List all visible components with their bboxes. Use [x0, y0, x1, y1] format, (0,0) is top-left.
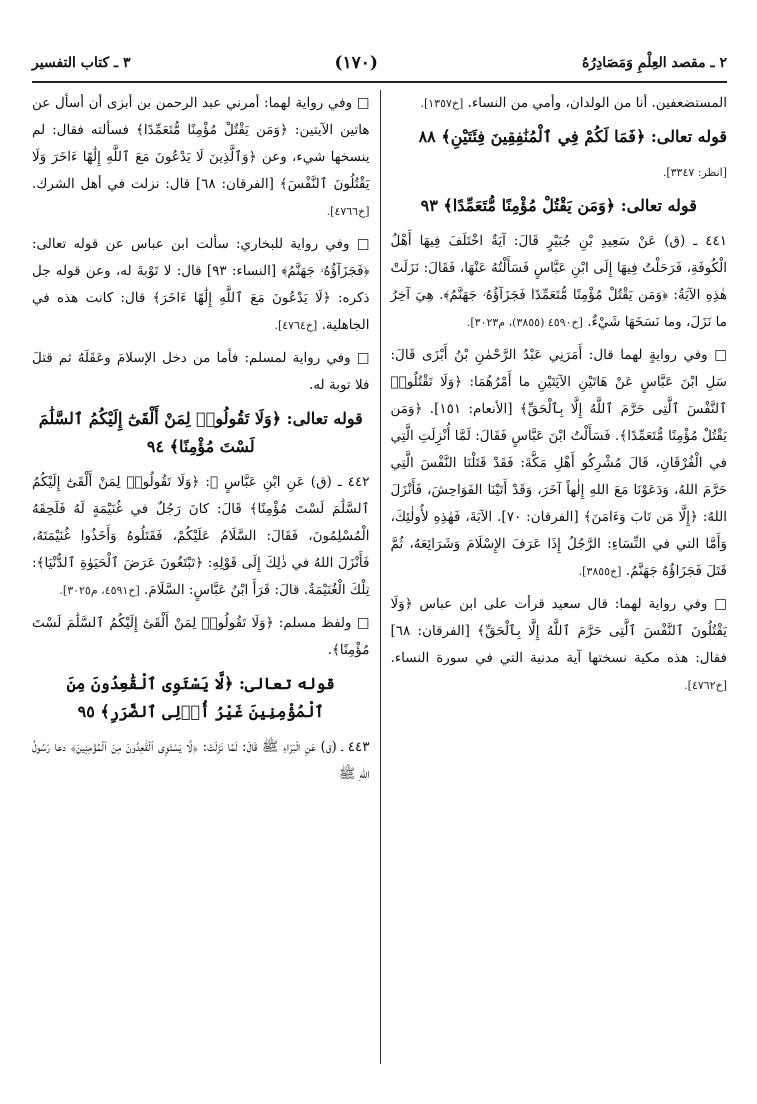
source-reference: [خ٤٥٩١، م٣٠٢٥].: [59, 584, 140, 597]
hadith-paragraph: [391, 342, 728, 585]
source-reference: [خ٤٧٦٦].: [326, 205, 370, 218]
chapter-title: ٢ ـ مقصد العِلْمِ وَمَصَادِرُهُ: [581, 55, 727, 71]
source-reference: [خ٤٧٦٤].: [274, 319, 318, 332]
left-column: [32, 90, 380, 1064]
hadith-paragraph: [391, 159, 728, 186]
hadith-paragraph: [391, 228, 728, 336]
verse-heading: قوله تعالى: ﴿لَّا يَسْتَوِى ٱلْقَٰعِدُونَ مِنَ ٱلْمُؤْمِنِينَ غَيْرُ أُو۟لِى ٱلضَّرَرِ﴾ ٩٥: [66, 674, 335, 721]
right-column: [380, 90, 728, 1064]
paragraph-text: □ وفي رواية لهما: أمرني عبد الرحمن بن أبزى أن أسأل عن هاتين الآيتين: ﴿وَمَن يَقْتُلْ مُؤْمِنًا مُّتَعَمِّدًا﴾ فسألته فقال: لم ينسخها شيء، وعن ﴿وَٱلَّذِينَ لَا يَدْعُونَ مَعَ ٱللَّهِ إِلَٰهًا ءَاخَرَ وَلَا يَقْتُلُونَ ٱلنَّفْسَ﴾ [الفرقان: ٦٨] قال: نزلت في أهل الشرك.: [32, 95, 370, 192]
source-reference: [خ٣٨٥٥].: [578, 565, 622, 578]
hadith-paragraph: [32, 345, 370, 399]
hadith-paragraph: [32, 90, 370, 225]
paragraph-text: المستضعفين. أنا من الولدان، وأمي من النساء.: [463, 95, 727, 111]
verse-heading: قوله تعالى: ﴿وَلَا تَقُولُوا۟ لِمَنْ أَلْقَىٰٓ إِلَيْكُمُ ٱلسَّلَٰمَ لَسْتَ مُؤْمِنًا﴾ ٩٤: [38, 409, 363, 456]
verse-heading: قوله تعالى: ﴿فَمَا لَكُمْ فِي ٱلْمُنَٰفِقِينَ فِئَتَيْنِ﴾ ٨٨: [418, 127, 727, 146]
paragraph-text: ٤٤٣ ـ (ق) عَنِ الْبَرَاءِ ﷺ قَالَ: لَمَّا نَزَلَتْ: ﴿لَّا يَسْتَوِى ٱلْقَٰعِدُونَ مِنَ ٱلْمُؤْمِنِينَ﴾ دعا رَسُولُ اللهِ ﷺ: [32, 739, 370, 782]
paragraph-text: □ وفي روايةٍ لهما قال: أَمَرَنِي عَبْدُ الرَّحْمٰنِ بْنُ أَبْزَى قَالَ: سَلِ ابْنَ عَبَّاسٍ عَنْ هَاتَيْنِ الآيَتَيْنِ ما أَمْرُهُمَا: ﴿وَلَا تَقْتُلُوا۟ ٱلنَّفْسَ ٱلَّتِى حَرَّمَ ٱللَّهُ إِلَّا بِٱلْحَقِّ﴾ [الأنعام: ١٥١]. ﴿وَمَن يَقْتُلْ مُؤْمِنًا مُّتَعَمِّدًا﴾. فَسَأَلْتُ ابْنَ عَبَّاسٍ فَقَالَ: لَمَّا أُنْزِلَتِ الَّتِي في الْفُرْقَانِ، قَالَ مُشْرِكُو أَهْلِ مَكَّةَ: فَقَدْ قَتَلْنَا النَّفْسَ الَّتِي حَرَّمَ اللهُ، وَدَعَوْنَا مَعَ اللهِ إِلٰهاً آخَرَ، وَقَدْ أَتَيْنَا الفَوَاحِشَ، فَأَنْزَلَ اللهُ: ﴿إِلَّا مَن تَابَ وَءَامَنَ﴾ [الفرقان: ٧٠]. الآيَةَ، فَهٰذِهِ لأُولٰئِكَ، وَأَمَّا التي في النِّسَاءِ: الرَّجُلُ إِذَا عَرَفَ الإِسْلَامَ وَشَرَائِعَهُ، ثُمَّ قَتَلَ فَجَزَاؤُهُ جَهَنَّمُ.: [390, 347, 727, 579]
source-reference: [خ١٣٥٧].: [420, 97, 464, 110]
paragraph-text: □ وفي رواية للبخاري: سألت ابن عباس عن قوله تعالى: ﴿فَجَزَآؤُهُۥ جَهَنَّمُ﴾ [النساء: ٩٣] قال: لا تَوْبةَ له، وعن قوله جل ذكره: ﴿لَا يَدْعُونَ مَعَ ٱللَّهِ إِلَٰهًا ءَاخَرَ﴾ قال: كانت هذه في الجاهلية.: [32, 236, 370, 333]
paragraph-text: □ وفي رواية لمسلم: فأما من دخل الإسلامَ وعَقَلَهُ ثم قتلَ فلا توبة له.: [32, 350, 370, 393]
paragraph-text: ٤٤٢ ـ (ق) عَنِ ابْنِ عَبَّاسٍ ﷺ: ﴿وَلَا تَقُولُوا۟ لِمَنْ أَلْقَىٰٓ إِلَيْكُمُ ٱلسَّلَٰمَ لَسْتَ مُؤْمِنًا﴾ قَالَ: كانَ رَجُلٌ في غُنَيْمَةٍ لَهُ فَلَحِقَهُ الْمُسْلِمُونَ، فَقَالَ: السَّلَامُ عَلَيْكُمْ، فَقَتَلُوهُ وَأَخَذُوا غُنَيْمَتَهُ، فَأَنْزَلَ اللهُ في ذٰلِكَ إِلَى قَوْلِهِ: ﴿تَبْتَغُونَ عَرَضَ ٱلْحَيَوٰةِ ٱلدُّنْيَا﴾: تِلْكَ الْغُنَيْمَةُ. قالَ: قَرَأَ ابْنُ عَبَّاسٍ: السَّلَامَ.: [32, 474, 370, 598]
hadith-paragraph: [32, 231, 370, 339]
source-reference: [انظر: ٣٣٤٧].: [662, 166, 727, 179]
source-reference: [خ٤٧٦٢].: [684, 679, 727, 692]
page-header: [32, 45, 727, 83]
paragraph-text: □ ولفظ مسلم: ﴿وَلَا تَقُولُوا۟ لِمَنْ أَلْقَىٰٓ إِلَيْكُمُ ٱلسَّلَٰمَ لَسْتَ مُؤْمِنًا﴾.: [32, 615, 370, 658]
hadith-paragraph: [391, 90, 728, 117]
verse-heading: قوله تعالى: ﴿وَمَن يَقْتُلْ مُؤْمِنًا مُّتَعَمِّدًا﴾ ٩٣: [420, 196, 697, 215]
hadith-paragraph: [391, 591, 728, 699]
book-title: ٣ ـ كتاب التفسير: [32, 55, 131, 71]
hadith-paragraph: [32, 469, 370, 604]
text-columns: [32, 90, 727, 1064]
paragraph-text: □ وفي رواية لهما: قال سعيد قرأت على ابن عباس ﴿وَلَا يَقْتُلُونَ ٱلنَّفْسَ ٱلَّتِى حَرَّمَ ٱللَّهُ إِلَّا بِٱلْحَقِّ﴾ [الفرقان: ٦٨] فقال: هذه مكية نسختها آية مدنية التي في سورة النساء.: [390, 596, 727, 666]
paragraph-text: ٤٤١ ـ (ق) عَنْ سَعِيدِ بْنِ جُبَيْرٍ قَالَ: آيَةٌ اخْتَلَفَ فِيهَا أَهْلُ الْكُوفَةِ، فَرَحَلْتُ فِيهَا إِلَى ابْنِ عَبَّاسٍ فَسَأَلْتُهُ عَنْهَا، فَقَالَ: نَزَلَتْ هٰذِهِ الآيَةُ: ﴿وَمَن يَقْتُلْ مُؤْمِنًا مُّتَعَمِّدًا فَجَزَآؤُهُۥ جَهَنَّمُ﴾. هِيَ آخِرُ ما نَزَلَ، وما نَسَخَهَا شَيْءٌ.: [390, 233, 727, 330]
page-number: (١٧٠): [334, 53, 378, 73]
hadith-paragraph: [32, 610, 370, 664]
hadith-paragraph: [32, 734, 370, 788]
source-reference: [خ٤٥٩٠ (٣٨٥٥)، م٣٠٢٣].: [466, 316, 583, 329]
